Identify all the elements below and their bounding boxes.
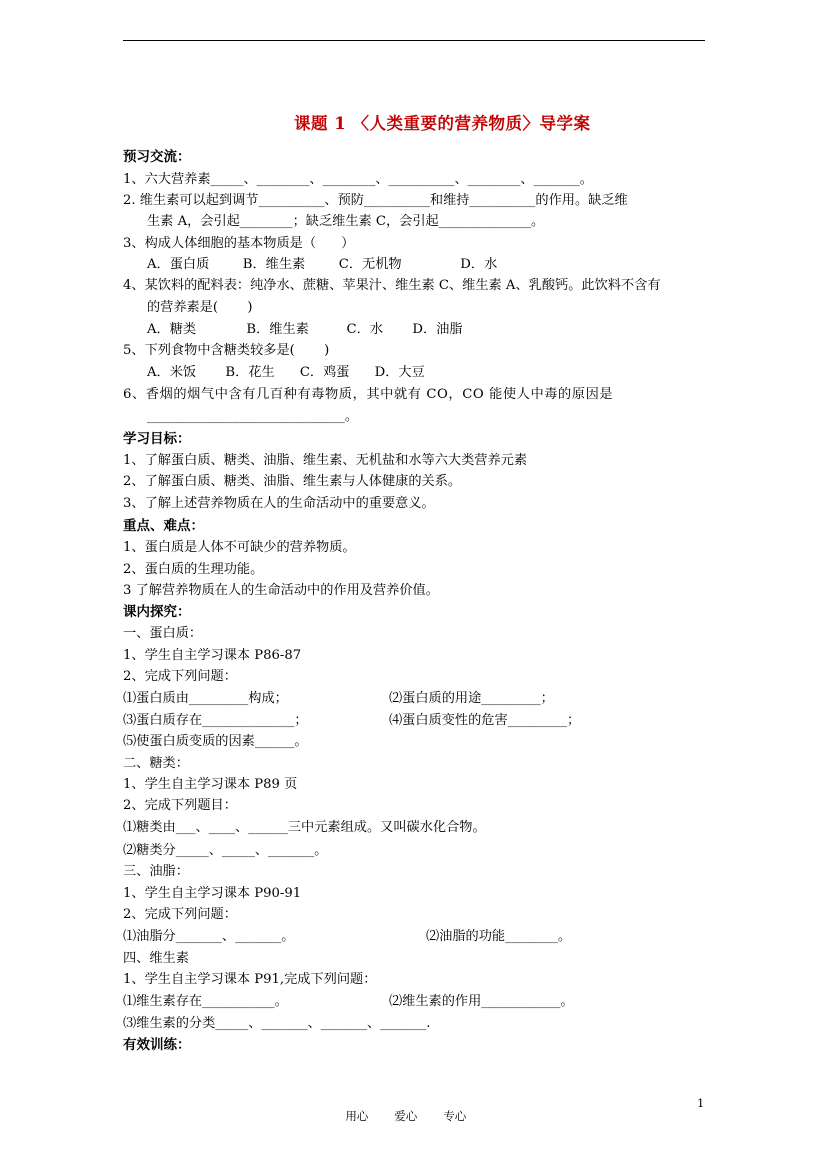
preview-q3-options: A．蛋白质 B．维生素 C．无机物 D．水 xyxy=(147,257,498,272)
fat-question: ⑴油脂分_______、_______。 xyxy=(123,929,295,944)
protein-line: 1、学生自主学习课本 P86-87 xyxy=(123,648,302,663)
vitamin-question: ⑶维生素的分类_____、_______、_______、_______. xyxy=(123,1016,431,1031)
keypoints-heading: 重点、难点： xyxy=(123,518,204,534)
protein-question: ⑶蛋白质存在______________； xyxy=(123,713,308,728)
preview-q3: 3、构成人体细胞的基本物质是（ ） xyxy=(123,236,355,251)
keypoint-item: 1、蛋白质是人体不可缺少的营养物质。 xyxy=(123,540,356,555)
goal-item: 3、了解上述营养物质在人的生命活动中的重要意义。 xyxy=(123,496,435,511)
sugar-title: 二、糖类： xyxy=(123,756,189,771)
sugar-line: 1、学生自主学习课本 P89 页 xyxy=(123,777,298,792)
preview-q4-line2: 的营养素是( ) xyxy=(147,300,253,315)
preview-q6-line1: 6、香烟的烟气中含有几百种有毒物质，其中就有 CO，CO 能使人中毒的原因是 xyxy=(123,387,614,402)
fat-question: ⑵油脂的功能________。 xyxy=(426,929,572,944)
protein-question: ⑷蛋白质变性的危害_________； xyxy=(389,713,581,728)
preview-q2-line1: 2. 维生素可以起到调节__________、预防__________和维持__________的作用。缺乏维 xyxy=(123,193,628,208)
goals-heading: 学习目标： xyxy=(123,431,191,447)
footer-word: 用心 xyxy=(345,1109,369,1123)
sugar-question: ⑵糖类分_____、_____、_______。 xyxy=(123,843,328,858)
fat-line: 2、完成下列问题： xyxy=(123,907,237,922)
preview-q2-line2: 生素 A，会引起________；缺乏维生素 C，会引起______________。 xyxy=(147,214,545,229)
protein-question: ⑵蛋白质的用途_________； xyxy=(389,691,554,706)
keypoint-item: 2、蛋白质的生理功能。 xyxy=(123,562,264,577)
goal-item: 1、了解蛋白质、糖类、油脂、维生素、无机盐和水等六大类营养元素 xyxy=(123,453,528,468)
sugar-question: ⑴糖类由___、____、______三中元素组成。又叫碳水化合物。 xyxy=(123,820,486,835)
preview-q6-line2: ______________________________。 xyxy=(147,409,358,424)
goal-item: 2、了解蛋白质、糖类、油脂、维生素与人体健康的关系。 xyxy=(123,474,462,489)
fat-line: 1、学生自主学习课本 P90-91 xyxy=(123,886,302,901)
practice-heading: 有效训练： xyxy=(123,1037,191,1053)
vitamin-question: ⑵维生素的作用____________。 xyxy=(389,994,574,1009)
keypoint-item: 3 了解营养物质在人的生命活动中的作用及营养价值。 xyxy=(123,583,439,598)
fat-title: 三、油脂： xyxy=(123,864,189,879)
preview-q4-line1: 4、某饮料的配料表：纯净水、蔗糖、苹果汁、维生素 C、维生素 A、乳酸钙。此饮料不含有 xyxy=(123,278,661,293)
vitamin-question: ⑴维生素存在___________。 xyxy=(123,994,288,1009)
protein-question: ⑴蛋白质由_________构成； xyxy=(123,691,288,706)
header-rule xyxy=(123,40,705,41)
page-title: 课题 1 〈人类重要的营养物质〉导学案 xyxy=(294,114,591,133)
preview-q5-options: A．米饭 B．花生 C．鸡蛋 D．大豆 xyxy=(147,365,425,380)
vitamin-line: 1、学生自主学习课本 P91,完成下列问题： xyxy=(123,972,377,987)
preview-q4-options: A．糖类 B．维生素 C．水 D．油脂 xyxy=(147,322,463,337)
footer-word: 专心 xyxy=(443,1109,467,1123)
footer-motto xyxy=(338,1094,492,1124)
page-number: 1 xyxy=(697,1096,705,1110)
protein-line: 2、完成下列问题： xyxy=(123,669,237,684)
protein-title: 一、蛋白质： xyxy=(123,626,203,641)
vitamin-title: 四、维生素 xyxy=(123,951,189,966)
preview-heading: 预习交流： xyxy=(123,149,191,165)
preview-q1: 1、六大营养素_____、________、________、__________、________、_______。 xyxy=(123,172,593,187)
explore-heading: 课内探究： xyxy=(123,604,191,620)
preview-q5: 5、下列食物中含糖类较多是( ) xyxy=(123,343,330,358)
protein-question: ⑸使蛋白质变质的因素______。 xyxy=(123,734,308,749)
footer-word: 爱心 xyxy=(394,1109,418,1123)
sugar-line: 2、完成下列题目： xyxy=(123,798,237,813)
